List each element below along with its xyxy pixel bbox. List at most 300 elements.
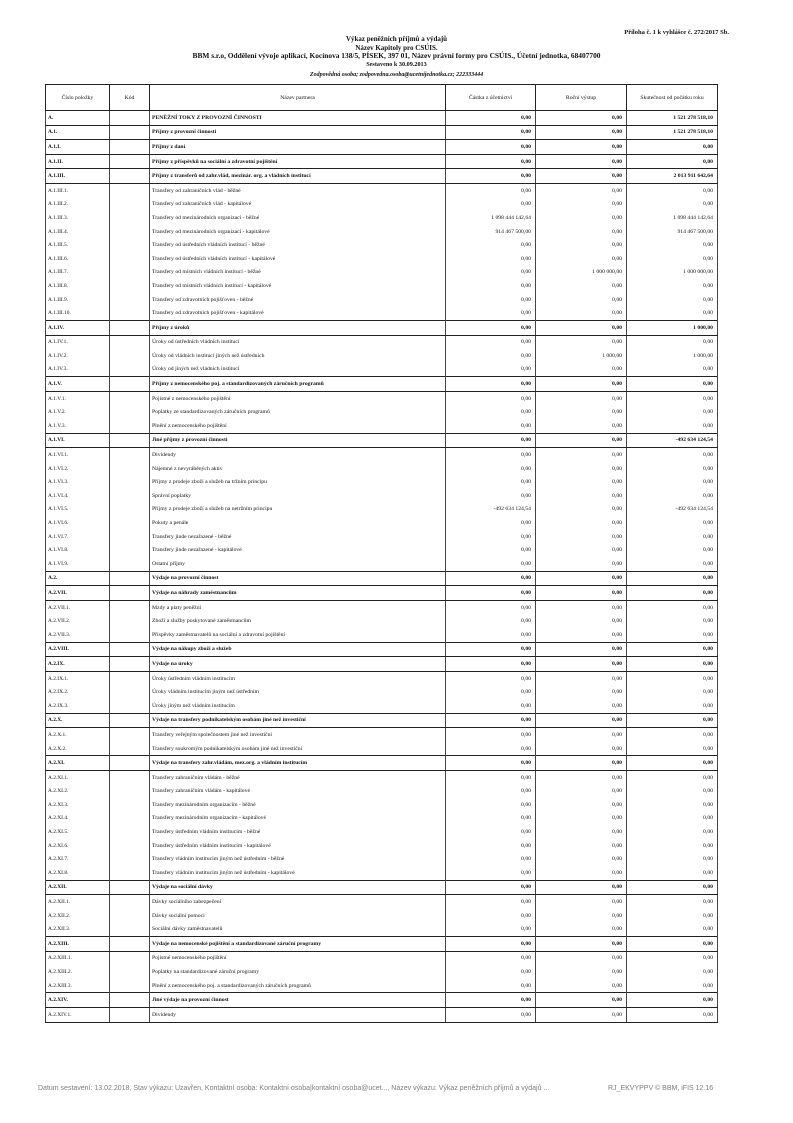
row-code: A.1.VI.7.	[46, 530, 110, 544]
row-code: A.1.III.8.	[46, 279, 110, 293]
row-accounting-amount: 0,00	[446, 742, 536, 756]
row-name: Úroky od jiných než vládních institucí	[150, 363, 446, 377]
row-kod	[110, 238, 150, 252]
row-accounting-amount: 0,00	[446, 770, 536, 784]
table-row	[46, 543, 718, 557]
row-actual-ytd: 0,00	[627, 713, 718, 728]
row-accounting-amount: 0,00	[446, 880, 536, 895]
row-kod	[110, 320, 150, 335]
row-kod	[110, 922, 150, 936]
row-code: A.2.XI.6.	[46, 839, 110, 853]
row-kod	[110, 642, 150, 657]
row-accounting-amount: 0,00	[446, 586, 536, 601]
row-actual-ytd: 0,00	[627, 895, 718, 909]
row-kod	[110, 699, 150, 713]
row-accounting-amount: 0,00	[446, 922, 536, 936]
table-row	[46, 979, 718, 993]
row-annual-output: 0,00	[536, 586, 627, 601]
row-code: A.2.XII.3.	[46, 922, 110, 936]
row-name: Správní poplatky	[150, 489, 446, 503]
row-annual-output: 0,00	[536, 111, 627, 126]
row-actual-ytd: 1 521 278 518,10	[627, 125, 718, 140]
row-kod	[110, 154, 150, 169]
row-annual-output: 0,00	[536, 306, 627, 320]
row-accounting-amount: -492 634 124,54	[446, 503, 536, 517]
table-row	[46, 742, 718, 756]
row-annual-output: 0,00	[536, 377, 627, 392]
row-kod	[110, 503, 150, 517]
row-annual-output: 0,00	[536, 785, 627, 799]
row-name: Úroky od ústředních vládních institucí	[150, 335, 446, 349]
row-accounting-amount: 0,00	[446, 111, 536, 126]
row-kod	[110, 965, 150, 979]
table-row	[46, 211, 718, 225]
table-row	[46, 183, 718, 197]
table-row	[46, 349, 718, 363]
row-kod	[110, 685, 150, 699]
table-row	[46, 293, 718, 307]
row-code: A.1.I.	[46, 140, 110, 155]
table-row	[46, 391, 718, 405]
row-actual-ytd: 0,00	[627, 279, 718, 293]
row-code: A.2.XIII.1.	[46, 951, 110, 965]
row-name: Transfery zahraničním vládám - kapitálové	[150, 785, 446, 799]
row-actual-ytd: 0,00	[627, 880, 718, 895]
row-name: Příjmy z provozní činnosti	[150, 125, 446, 140]
row-annual-output: 0,00	[536, 657, 627, 672]
row-code: A.1.VI.4.	[46, 489, 110, 503]
row-name: Úroky vládním institucím jiným než ústředním	[150, 685, 446, 699]
row-actual-ytd: 0,00	[627, 557, 718, 571]
table-row	[46, 198, 718, 212]
row-accounting-amount: 0,00	[446, 571, 536, 586]
row-name: Transfery od zdravotních pojišťoven - běžné	[150, 293, 446, 307]
row-code: A.1.VI.8.	[46, 543, 110, 557]
row-code: A.2.VIII.	[46, 642, 110, 657]
row-code: A.2.XIII.3.	[46, 979, 110, 993]
row-annual-output: 0,00	[536, 462, 627, 476]
row-code: A.2.IX.1.	[46, 671, 110, 685]
row-annual-output: 0,00	[536, 965, 627, 979]
row-actual-ytd: 0,00	[627, 140, 718, 155]
row-code: A.1.IV.2.	[46, 349, 110, 363]
row-name: Příspěvky zaměstnavatelů na sociální a zdravotní pojištění	[150, 628, 446, 642]
row-name: Transfery od zdravotních pojišťoven - kapitálové	[150, 306, 446, 320]
row-actual-ytd: 0,00	[627, 671, 718, 685]
row-name: Výdaje na provozní činnost	[150, 571, 446, 586]
row-accounting-amount: 0,00	[446, 1008, 536, 1023]
row-annual-output: 0,00	[536, 320, 627, 335]
row-annual-output: 0,00	[536, 909, 627, 923]
row-code: A.1.IV.3.	[46, 363, 110, 377]
row-kod	[110, 335, 150, 349]
row-kod	[110, 125, 150, 140]
row-accounting-amount: 0,00	[446, 198, 536, 212]
table-row	[46, 965, 718, 979]
row-code: A.1.III.6.	[46, 252, 110, 266]
row-accounting-amount: 0,00	[446, 266, 536, 280]
row-accounting-amount: 0,00	[446, 685, 536, 699]
row-actual-ytd: 0,00	[627, 742, 718, 756]
row-annual-output: 0,00	[536, 154, 627, 169]
row-actual-ytd: 0,00	[627, 391, 718, 405]
row-name: Jiné výdaje na provozní činnost	[150, 993, 446, 1008]
table-row	[46, 993, 718, 1008]
row-kod	[110, 419, 150, 433]
row-accounting-amount: 0,00	[446, 169, 536, 184]
row-kod	[110, 895, 150, 909]
row-code: A.2.XI.	[46, 756, 110, 771]
row-accounting-amount: 0,00	[446, 909, 536, 923]
row-actual-ytd: 0,00	[627, 993, 718, 1008]
table-row	[46, 922, 718, 936]
row-code: A.1.III.10.	[46, 306, 110, 320]
row-annual-output: 0,00	[536, 852, 627, 866]
row-annual-output: 0,00	[536, 405, 627, 419]
row-name: Nájemné z nevyráběných aktiv	[150, 462, 446, 476]
table-row	[46, 335, 718, 349]
row-annual-output: 0,00	[536, 825, 627, 839]
row-accounting-amount: 0,00	[446, 516, 536, 530]
row-actual-ytd: 0,00	[627, 699, 718, 713]
row-actual-ytd: 1 000,00	[627, 320, 718, 335]
row-accounting-amount: 0,00	[446, 852, 536, 866]
row-name: Výdaje na nemocenské pojištění a standardizované záruční programy	[150, 937, 446, 952]
row-annual-output: 0,00	[536, 225, 627, 239]
row-kod	[110, 377, 150, 392]
row-actual-ytd: 0,00	[627, 922, 718, 936]
table-row	[46, 600, 718, 614]
row-code: A.2.XII.	[46, 880, 110, 895]
row-accounting-amount: 0,00	[446, 154, 536, 169]
table-row	[46, 614, 718, 628]
row-kod	[110, 349, 150, 363]
row-name: Výdaje na úroky	[150, 657, 446, 672]
table-row	[46, 642, 718, 657]
row-accounting-amount: 0,00	[446, 320, 536, 335]
table-row	[46, 530, 718, 544]
row-annual-output: 0,00	[536, 756, 627, 771]
row-kod	[110, 543, 150, 557]
row-kod	[110, 140, 150, 155]
row-name: Transfery vládním institucím jiným než ústředním - kapitálové	[150, 866, 446, 880]
row-kod	[110, 742, 150, 756]
table-row	[46, 475, 718, 489]
row-actual-ytd: 0,00	[627, 614, 718, 628]
table-row	[46, 125, 718, 140]
row-annual-output: 0,00	[536, 922, 627, 936]
row-annual-output: 0,00	[536, 198, 627, 212]
row-name: Dividendy	[150, 1008, 446, 1023]
row-annual-output: 0,00	[536, 895, 627, 909]
row-code: A.1.V.3.	[46, 419, 110, 433]
row-accounting-amount: 0,00	[446, 419, 536, 433]
row-code: A.2.XI.3.	[46, 798, 110, 812]
row-code: A.2.XI.4.	[46, 812, 110, 826]
row-annual-output: 0,00	[536, 252, 627, 266]
row-name: Transfery od zahraničních vlád - kapitálové	[150, 198, 446, 212]
row-actual-ytd: 0,00	[627, 685, 718, 699]
row-kod	[110, 266, 150, 280]
row-actual-ytd: 0,00	[627, 600, 718, 614]
col-item-number: Číslo položky	[46, 85, 110, 111]
row-code: A.1.VI.6.	[46, 516, 110, 530]
row-actual-ytd: 1 000,00	[627, 349, 718, 363]
row-name: Plnění z nemocenského poj. a standardizovaných záručních programů	[150, 979, 446, 993]
row-code: A.1.	[46, 125, 110, 140]
table-row	[46, 951, 718, 965]
row-annual-output: 0,00	[536, 503, 627, 517]
row-annual-output: 0,00	[536, 979, 627, 993]
row-code: A.2.XIV.1.	[46, 1008, 110, 1023]
row-annual-output: 0,00	[536, 770, 627, 784]
row-accounting-amount: 0,00	[446, 965, 536, 979]
row-accounting-amount: 0,00	[446, 699, 536, 713]
row-name: Transfery od místních vládních institucí - kapitálové	[150, 279, 446, 293]
row-code: A.1.V.	[46, 377, 110, 392]
row-accounting-amount: 0,00	[446, 530, 536, 544]
row-kod	[110, 839, 150, 853]
row-name: Transfery soukromým podnikatelským osobám jiné než investiční	[150, 742, 446, 756]
row-annual-output: 0,00	[536, 169, 627, 184]
row-name: Ostatní příjmy	[150, 557, 446, 571]
row-actual-ytd: 0,00	[627, 1008, 718, 1023]
row-name: Transfery od zahraničních vlád - běžné	[150, 183, 446, 197]
table-row	[46, 713, 718, 728]
row-name: PENĚŽNÍ TOKY Z PROVOZNÍ ČINNOSTI	[150, 111, 446, 126]
table-row	[46, 503, 718, 517]
row-code: A.2.XI.1.	[46, 770, 110, 784]
row-actual-ytd: 1 000 000,00	[627, 266, 718, 280]
row-actual-ytd: 0,00	[627, 628, 718, 642]
row-code: A.1.VI.2.	[46, 462, 110, 476]
row-code: A.2.XIII.	[46, 937, 110, 952]
footer-info: Datum sestavení: 13.02.2018, Stav výkazu: Uzavřen, Kontaktní osoba: Kontaktní osoba|kontaktní osoba@ucet..., Název výkazu: Výkaz peněžních příjmů a výdajů ...	[38, 1085, 550, 1092]
row-code: A.	[46, 111, 110, 126]
row-kod	[110, 614, 150, 628]
row-kod	[110, 713, 150, 728]
row-kod	[110, 252, 150, 266]
row-code: A.2.X.1.	[46, 728, 110, 742]
row-name: Plnění z nemocenského pojištění	[150, 419, 446, 433]
row-name: Jiné příjmy z provozní činnosti	[150, 433, 446, 448]
row-actual-ytd: 0,00	[627, 756, 718, 771]
row-code: A.2.VII.1.	[46, 600, 110, 614]
row-kod	[110, 489, 150, 503]
col-actual-ytd: Skutečnost od počátku roku	[627, 85, 718, 111]
row-accounting-amount: 0,00	[446, 183, 536, 197]
row-actual-ytd: 0,00	[627, 238, 718, 252]
row-name: Sociální dávky zaměstnavatelů	[150, 922, 446, 936]
table-row	[46, 728, 718, 742]
table-row	[46, 169, 718, 184]
row-kod	[110, 825, 150, 839]
table-row	[46, 866, 718, 880]
row-kod	[110, 363, 150, 377]
row-kod	[110, 756, 150, 771]
row-kod	[110, 306, 150, 320]
row-actual-ytd: 0,00	[627, 462, 718, 476]
row-actual-ytd: 0,00	[627, 183, 718, 197]
row-code: A.2.XIII.2.	[46, 965, 110, 979]
row-accounting-amount: 0,00	[446, 756, 536, 771]
row-kod	[110, 785, 150, 799]
responsible-person: Zodpovědná osoba; zodpovedna.osoba@ucetnijednotka.cz; 222333444	[309, 72, 484, 78]
table-header	[46, 85, 718, 111]
table-row	[46, 895, 718, 909]
row-code: A.1.III.3.	[46, 211, 110, 225]
row-name: Transfery ústředním vládním institucím - kapitálové	[150, 839, 446, 853]
row-actual-ytd: -492 634 124,54	[627, 503, 718, 517]
table-row	[46, 785, 718, 799]
row-kod	[110, 293, 150, 307]
table-row	[46, 798, 718, 812]
row-accounting-amount: 0,00	[446, 475, 536, 489]
row-name: Dávky sociální pomoci	[150, 909, 446, 923]
row-kod	[110, 183, 150, 197]
row-accounting-amount: 0,00	[446, 349, 536, 363]
row-actual-ytd: 0,00	[627, 965, 718, 979]
table-row	[46, 433, 718, 448]
row-annual-output: 0,00	[536, 238, 627, 252]
table-row	[46, 770, 718, 784]
row-accounting-amount: 0,00	[446, 377, 536, 392]
row-name: Výdaje na náhrady zaměstnancům	[150, 586, 446, 601]
row-actual-ytd: 0,00	[627, 335, 718, 349]
table-row	[46, 756, 718, 771]
table-row	[46, 628, 718, 642]
row-actual-ytd: 0,00	[627, 785, 718, 799]
row-kod	[110, 571, 150, 586]
table-row	[46, 154, 718, 169]
row-actual-ytd: 0,00	[627, 866, 718, 880]
chapter-name: Název Kapitoly pro CSÚIS.	[355, 43, 438, 52]
row-name: Transfery od místních vládních institucí - běžné	[150, 266, 446, 280]
row-accounting-amount: 0,00	[446, 614, 536, 628]
row-kod	[110, 405, 150, 419]
table-row	[46, 377, 718, 392]
row-name: Transfery od ústředních vládních institucí - běžné	[150, 238, 446, 252]
row-code: A.1.III.5.	[46, 238, 110, 252]
row-actual-ytd: 0,00	[627, 516, 718, 530]
row-code: A.1.IV.	[46, 320, 110, 335]
row-annual-output: 0,00	[536, 614, 627, 628]
row-annual-output: 0,00	[536, 628, 627, 642]
table-row	[46, 685, 718, 699]
row-kod	[110, 671, 150, 685]
row-kod	[110, 557, 150, 571]
row-code: A.1.III.9.	[46, 293, 110, 307]
report-title: Výkaz peněžních příjmů a výdajů	[345, 35, 448, 43]
row-kod	[110, 770, 150, 784]
row-accounting-amount: 0,00	[446, 812, 536, 826]
row-kod	[110, 866, 150, 880]
row-annual-output: 0,00	[536, 433, 627, 448]
row-kod	[110, 852, 150, 866]
row-actual-ytd: 0,00	[627, 489, 718, 503]
row-actual-ytd: 0,00	[627, 586, 718, 601]
row-accounting-amount: 0,00	[446, 489, 536, 503]
row-name: Dividendy	[150, 448, 446, 462]
row-kod	[110, 279, 150, 293]
row-kod	[110, 448, 150, 462]
table-row	[46, 225, 718, 239]
row-code: A.1.VI.	[46, 433, 110, 448]
col-annual-output: Roční výstup	[536, 85, 627, 111]
row-accounting-amount: 0,00	[446, 657, 536, 672]
row-actual-ytd: 1 098 444 142,64	[627, 211, 718, 225]
table-row	[46, 448, 718, 462]
row-accounting-amount: 0,00	[446, 713, 536, 728]
row-actual-ytd: 0,00	[627, 825, 718, 839]
row-code: A.1.VI.9.	[46, 557, 110, 571]
row-accounting-amount: 0,00	[446, 405, 536, 419]
row-kod	[110, 225, 150, 239]
row-annual-output: 0,00	[536, 448, 627, 462]
row-accounting-amount: 0,00	[446, 600, 536, 614]
row-code: A.1.III.2.	[46, 198, 110, 212]
row-kod	[110, 391, 150, 405]
row-kod	[110, 937, 150, 952]
row-name: Příjmy z transferů od zahr.vlád, mezinár. org. a vládních institucí	[150, 169, 446, 184]
row-accounting-amount: 0,00	[446, 306, 536, 320]
row-name: Výdaje na nákupy zboží a služeb	[150, 642, 446, 657]
row-actual-ytd: 0,00	[627, 657, 718, 672]
row-accounting-amount: 0,00	[446, 642, 536, 657]
row-accounting-amount: 0,00	[446, 951, 536, 965]
row-accounting-amount: 1 098 444 142,64	[446, 211, 536, 225]
row-actual-ytd: 0,00	[627, 377, 718, 392]
row-annual-output: 0,00	[536, 685, 627, 699]
row-annual-output: 0,00	[536, 279, 627, 293]
row-code: A.1.V.2.	[46, 405, 110, 419]
row-name: Výdaje na sociální dávky	[150, 880, 446, 895]
row-accounting-amount: 0,00	[446, 628, 536, 642]
table-row	[46, 516, 718, 530]
row-annual-output: 0,00	[536, 839, 627, 853]
row-actual-ytd: 0,00	[627, 852, 718, 866]
table-row	[46, 405, 718, 419]
row-name: Transfery vládním institucím jiným než ústředním - běžné	[150, 852, 446, 866]
table-row	[46, 557, 718, 571]
report-table	[45, 84, 718, 1023]
row-annual-output: 0,00	[536, 671, 627, 685]
row-name: Úroky jiným než vládním institucím	[150, 699, 446, 713]
row-actual-ytd: 0,00	[627, 293, 718, 307]
row-kod	[110, 798, 150, 812]
row-actual-ytd: 0,00	[627, 198, 718, 212]
row-actual-ytd: 0,00	[627, 812, 718, 826]
row-code: A.1.IV.1.	[46, 335, 110, 349]
row-actual-ytd: 0,00	[627, 642, 718, 657]
row-actual-ytd: 0,00	[627, 475, 718, 489]
row-annual-output: 0,00	[536, 530, 627, 544]
row-accounting-amount: 0,00	[446, 937, 536, 952]
table-row	[46, 462, 718, 476]
row-name: Úroky ústředním vládním institucím	[150, 671, 446, 685]
row-code: A.2.XI.8.	[46, 866, 110, 880]
row-actual-ytd: 0,00	[627, 530, 718, 544]
row-code: A.2.X.	[46, 713, 110, 728]
row-accounting-amount: 0,00	[446, 543, 536, 557]
row-accounting-amount: 0,00	[446, 785, 536, 799]
report-header	[0, 35, 793, 69]
row-code: A.2.	[46, 571, 110, 586]
entity-info: BBM s.r.o, Oddělení vývoje aplikací, Kocínova 138/5, PÍSEK, 397 01, Název právní formy pro CSÚIS., Účetní jednotka, 68407700	[192, 51, 601, 60]
row-actual-ytd: 0,00	[627, 979, 718, 993]
row-accounting-amount: 914 467 500,00	[446, 225, 536, 239]
row-accounting-amount: 0,00	[446, 433, 536, 448]
